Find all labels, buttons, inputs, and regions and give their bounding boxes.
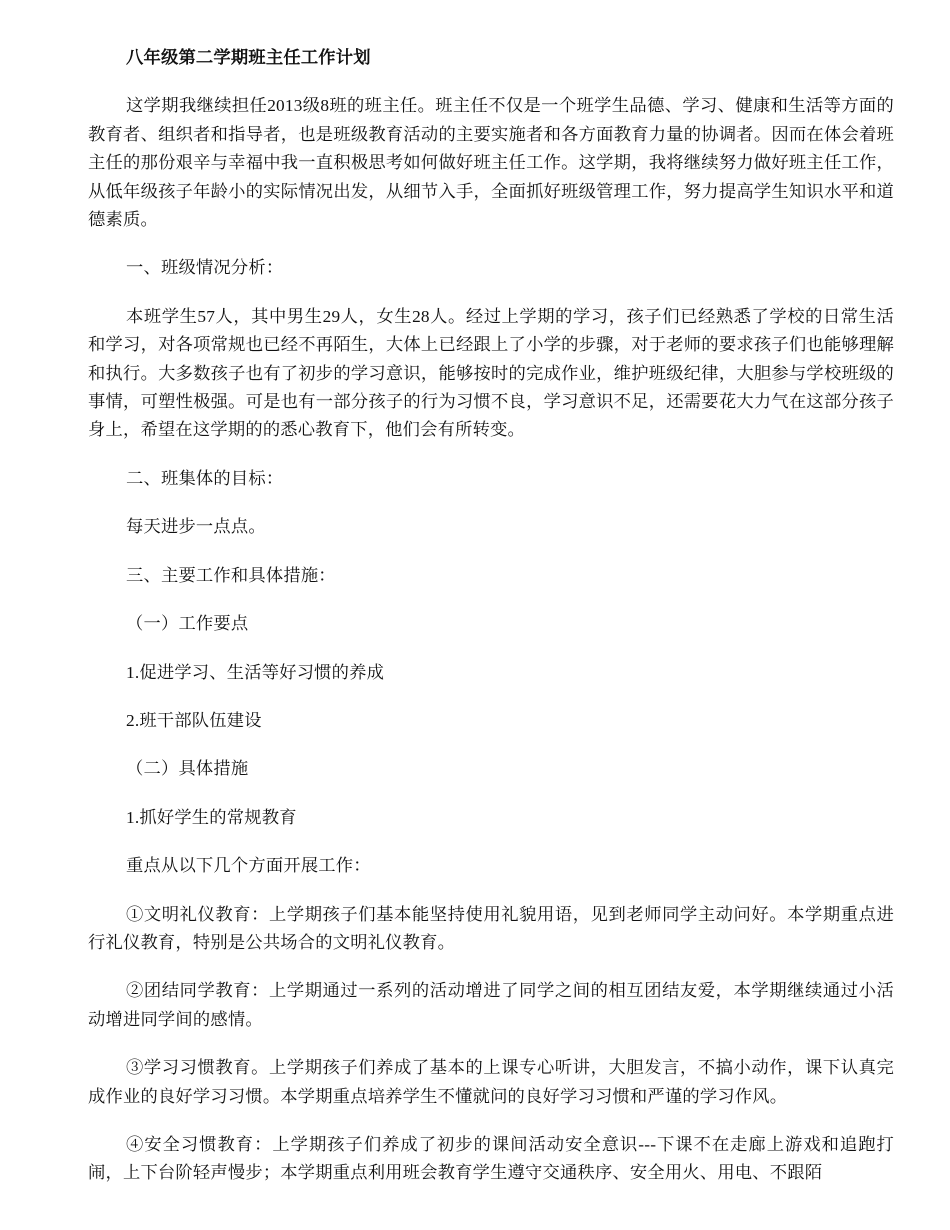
subheading-measures: （二）具体措施	[126, 759, 249, 779]
intro-paragraph: 这学期我继续担任2013级8班的班主任。班主任不仅是一个班学生品德、学习、健康和生活等方面的教育者、组织者和指导者，也是班级教育活动的主要实施者和各方面教育力量的协调者。因而在体会着班主任的那份艰辛与幸福中我一直积极思考如何做好班主任工作。这学期，我将继续努力做好班主任工作，从低年级孩子年龄小的实际情况出发，从细节入手，全面抓好班级管理工作，努力提高学生知识水平和道德素质。	[88, 96, 894, 230]
section-heading-class-analysis: 一、班级情况分析：	[126, 258, 284, 278]
study-habit-paragraph: ③学习习惯教育。上学期孩子们养成了基本的上课专心听讲，大胆发言，不搞小动作，课下认真完成作业的良好学习习惯。本学期重点培养学生不懂就问的良好学习习惯和严谨的学习作风。	[88, 1058, 894, 1106]
measure-intro: 重点从以下几个方面开展工作：	[126, 856, 371, 876]
class-goal-text: 每天进步一点点。	[126, 517, 266, 537]
work-point-1: 1.促进学习、生活等好习惯的养成	[126, 662, 385, 682]
section-heading-class-goal: 二、班集体的目标：	[126, 468, 284, 488]
section-heading-main-work: 三、主要工作和具体措施：	[126, 565, 336, 585]
document-page	[88, 44, 894, 1208]
safety-habit-paragraph: ④安全习惯教育：上学期孩子们养成了初步的课间活动安全意识---下课不在走廊上游戏和追跑打闹，上下台阶轻声慢步；本学期重点利用班会教育学生遵守交通秩序、安全用火、用电、不跟陌	[88, 1134, 894, 1183]
class-analysis-paragraph: 本班学生57人，其中男生29人，女生28人。经过上学期的学习，孩子们已经熟悉了学校的日常生活和学习，对各项常规也已经不再陌生，大体上已经跟上了小学的步骤，对于老师的要求孩子们也能够理解和执行。大多数孩子也有了初步的学习意识，能够按时的完成作业，维护班级纪律，大胆参与学校班级的事情，可塑性极强。可是也有一部分孩子的行为习惯不良，学习意识不足，还需要花大力气在这部分孩子身上，希望在这学期的的悉心教育下，他们会有所转变。	[88, 306, 894, 440]
measure-1: 1.抓好学生的常规教育	[126, 807, 297, 827]
document-title: 八年级第二学期班主任工作计划	[126, 48, 371, 67]
subheading-work-points: （一）工作要点	[126, 614, 249, 634]
unity-education-paragraph: ②团结同学教育：上学期通过一系列的活动增进了同学之间的相互团结友爱，本学期继续通过小活动增进同学间的感情。	[88, 981, 894, 1029]
work-point-2: 2.班干部队伍建设	[126, 710, 262, 730]
etiquette-education-paragraph: ①文明礼仪教育：上学期孩子们基本能坚持使用礼貌用语，见到老师同学主动问好。本学期重点进行礼仪教育，特别是公共场合的文明礼仪教育。	[88, 904, 894, 952]
